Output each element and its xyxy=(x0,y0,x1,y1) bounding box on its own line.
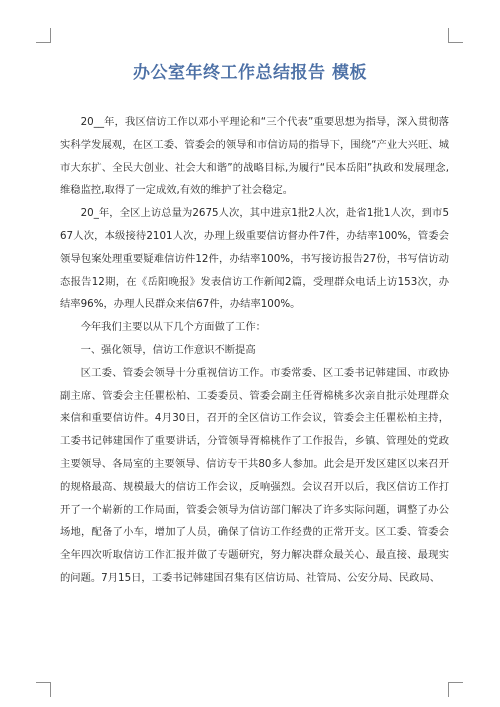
paragraph-intro: 20__年，我区信访工作以邓小平理论和“三个代表”重要思想为指导，深入贯彻落实科学发展观，在区工委、管委会的领导和市信访局的指导下，围绕“产业大兴旺、城市大东扩、全民大创业、社会大和谐”的战略目标,为履行“民本岳阳”执政和发展理念,维稳监控,取得了一定成效,有效的维护了社会稳定。 xyxy=(60,116,449,197)
paragraph-lead-in: 今年我们主要以从下几个方面做了工作： xyxy=(80,321,266,334)
crop-mark-bottom-right xyxy=(448,682,463,697)
paragraph-statistics: 20_年，全区上访总量为2675人次，其中进京1批2人次，赴省1批1人次，到市567人次，本级接待2101人次，办理上级重要信访督办件7件，办结率100%，管委会领导包案处理重要疑难信访件12件，办结率100%，书写接访报告27份，书写信访动态报告12期，在《岳阳晚报》发表信访工作新闻2篇，受理群众电话上访153次，办结率96%，办理人民群众来信67件，办结率100%。 xyxy=(60,207,449,311)
crop-mark-bottom-left xyxy=(36,682,51,697)
section-heading: 一、强化领导，信访工作意识不断提高 xyxy=(80,343,256,356)
document-body xyxy=(60,111,449,590)
document-title: 办公室年终工作总结报告 模板 xyxy=(133,63,367,83)
paragraph-leadership: 区工委、管委会领导十分重视信访工作。市委常委、区工委书记韩建国、市政协副主席、管委会主任瞿松柏、工委委员、管委会副主任胥棉桃多次亲自批示处理群众来信和重要信访件。4月30日，召开的全区信访工作会议，管委会主任瞿松柏主持，工委书记韩建国作了重要讲话，分管领导胥棉桃作了工作报告，乡镇、管理处的党政主要领导、各局室的主要领导、信访专干共80多人参加。此会是开发区建区以来召开的规格最高、规模最大的信访工作会议，反响强烈。会议召开以后，我区信访工作打开了一个崭新的工作局面，管委会领导为信访部门解决了许多实际问题，调整了办公场地，配备了小车，增加了人员，确保了信访工作经费的正常开支。区工委、管委会全年四次听取信访工作汇报并做了专题研究，努力解决群众最关心、最直接、最现实的问题。7月15日，工委书记韩建国召集有区信访局、社管局、公安分局、民政局、 xyxy=(60,366,449,584)
crop-mark-top-right xyxy=(448,28,463,43)
crop-mark-top-left xyxy=(36,28,51,43)
